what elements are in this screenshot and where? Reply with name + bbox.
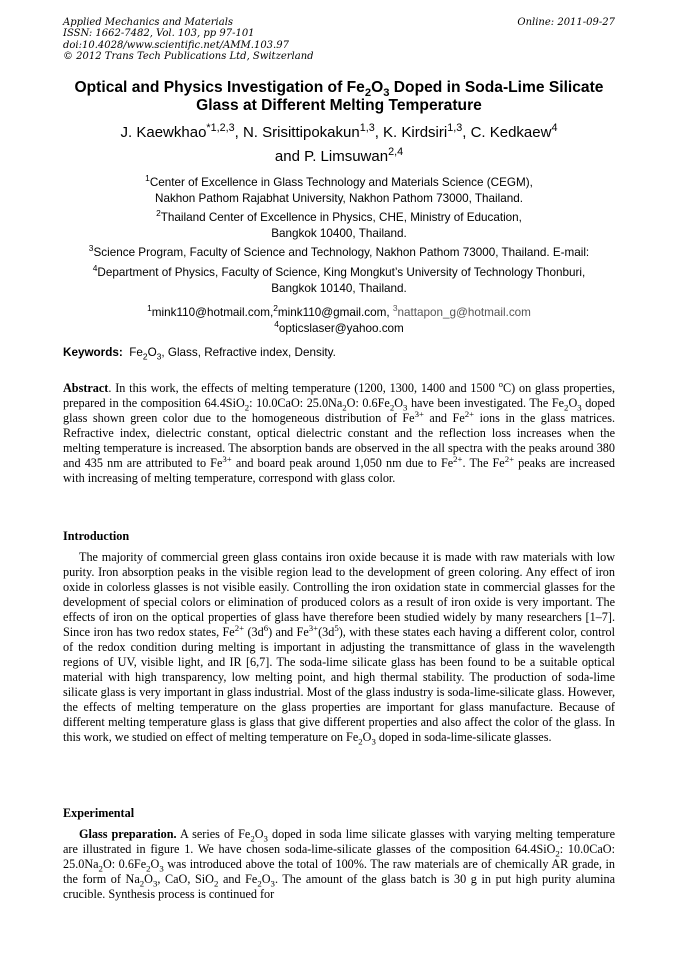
affiliations — [30, 175, 648, 336]
introduction-paragraph: The majority of commercial green glass contains iron oxide because it is made with raw materials with low purity. Iron absorption peaks in the visible region lead to the development of green coloring. Any effect of iron oxide in colorless glasses is not visible easily. Controlling the iron oxidation state in commercial glasses for the development of special colors or elimination of produced colors as a result of iron oxide is very important. The effects of iron on the optical properties of glass have therefore been studied widely by many researchers [1–7]. Since iron has two redox states, $Fe^{2+}$ $(3d^6)$ and $Fe^{3+}(3d^5)$, with these states each having a different color, control of the redox condition during melting is important in adjusting the transmittance of glass in the wavelength regions of UV, visible light, and IR [6,7]. The soda-lime silicate glass has been found to be a suitable optical material with high transparency, low melting point, and high thermal stability. The production of soda-lime silicate glass is very important in glass industrial. Most of the glass industry is soda-lime-silicate glass. However, the effects of melting temperature on the glass properties are important for glass manufacture. Because of different melting temperature glass is glass that give different properties and also affect the color of the glass. In this work, we studied on effect of melting temperature on $Fe_2O_3$ doped in soda-lime-silicate glasses. — [63, 550, 615, 747]
author-list: J. Kaewkhao$^{*1,2,3}$, N. Srisittipokakun$^{1,3}$, K. Kirdsiri$^{1,3}$, C. Kedkaew$^4$ and P. Limsuwan$^{2,4}$ — [120, 122, 558, 165]
affiliation-3: $^3$Science Program, Faculty of Science and Technology, Nakhon Pathom 73000, Thailand. E-mail: — [88, 243, 590, 260]
journal-name: Applied Mechanics and Materials — [63, 17, 234, 28]
doi-line: doi:10.4028/www.scientific.net/AMM.103.97 — [63, 39, 289, 51]
affiliation-2: $^2$Thailand Center of Excellence in Physics, CHE, Ministry of Education, Bangkok 10400, Thailand. — [156, 208, 522, 240]
experimental-paragraph: Glass preparation. A series of $Fe_2O_3$ doped in soda lime silicate glasses with varying melting temperature are illustrated in figure 1. We have chosen soda-lime-silicate glasses of the composition 64.4SiO$_2$: 10.0CaO: $25.0Na_2O$: $0.6Fe_2O_3$ was introduced above the total of 100%. The raw materials are of chemically AR grade, in the form of $Na_2O_3$, CaO, SiO$_2$ and $Fe_2O_3$. The amount of the glass batch is 30 g in put high purity alumina crucible. Synthesis process is continued for — [63, 827, 616, 901]
paper-title — [40, 79, 638, 115]
abstract-label: Abstract — [63, 381, 109, 395]
copyright-line: © 2012 Trans Tech Publications Ltd, Switzerland — [63, 51, 314, 63]
title-line-2: Glass at Different Melting Temperature — [196, 97, 482, 114]
abstract-paragraph: Abstract. In this work, the effects of melting temperature (1200, 1300, 1400 and 1500 $^o$C) on glass properties, prepared in the composition 64.4SiO$_2$: 10.0CaO: $25.0Na_2O$: $0.6Fe_2O_3$ have been investigated. The $Fe_2O_3$ doped glass shown green color due to the homogeneous distribution of $Fe^{3+}$ and $Fe^{2+}$ ions in the glass matrices. Refractive index, dielectric constant, optical dielectric constant and the reflection loss increases when the melting temperature is increased. The absorption bands are observed in the all spectra with the peaks around 380 and 435 nm are attributed to $Fe^{3+}$ and board peak around 1,050 nm due to $Fe^{2+}$. The $Fe^{2+}$ peaks are increased with increasing of melting temperature, correspond with glass color. — [63, 378, 615, 485]
email-link[interactable]: nattapon_g@hotmail.com — [397, 306, 531, 320]
affiliation-4: $^4$Department of Physics, Faculty of Science, King Mongkut’s University of Technology Thonburi, Bangkok 10140, Thailand. — [92, 263, 586, 295]
email-link[interactable]: opticslaser@yahoo.com — [278, 321, 404, 335]
introduction-heading: Introduction — [63, 529, 130, 543]
journal-header — [63, 17, 314, 63]
online-date: Online: 2011-09-27 — [517, 17, 615, 28]
experimental-heading: Experimental — [63, 806, 135, 820]
affiliation-1: $^1$Center of Excellence in Glass Technology and Materials Science (CEGM), Nakhon Pathom Rajabhat University, Nakhon Pathom 73000, Thailand. — [145, 173, 533, 205]
email-link[interactable]: mink110@hotmail.com, — [151, 306, 274, 320]
glass-preparation-label: Glass preparation. — [79, 827, 177, 841]
email-list: $^1$mink110@hotmail.com,$^2$mink110@gmail.com, $^3$nattapon_g@hotmail.com $^4$opticslaser@yahoo.com — [147, 303, 531, 335]
keywords-label: Keywords: — [63, 346, 123, 359]
title-line-1: Optical and Physics Investigation of $Fe_2O_3$ Doped in Soda-Lime Silicate — [74, 79, 604, 100]
keywords: Keywords: $Fe_2O_3$, Glass, Refractive index, Density. — [63, 346, 336, 362]
email-link[interactable]: mink110@gmail.com, — [277, 306, 390, 320]
issn-line: ISSN: 1662-7482, Vol. 103, pp 97-101 — [63, 28, 255, 40]
